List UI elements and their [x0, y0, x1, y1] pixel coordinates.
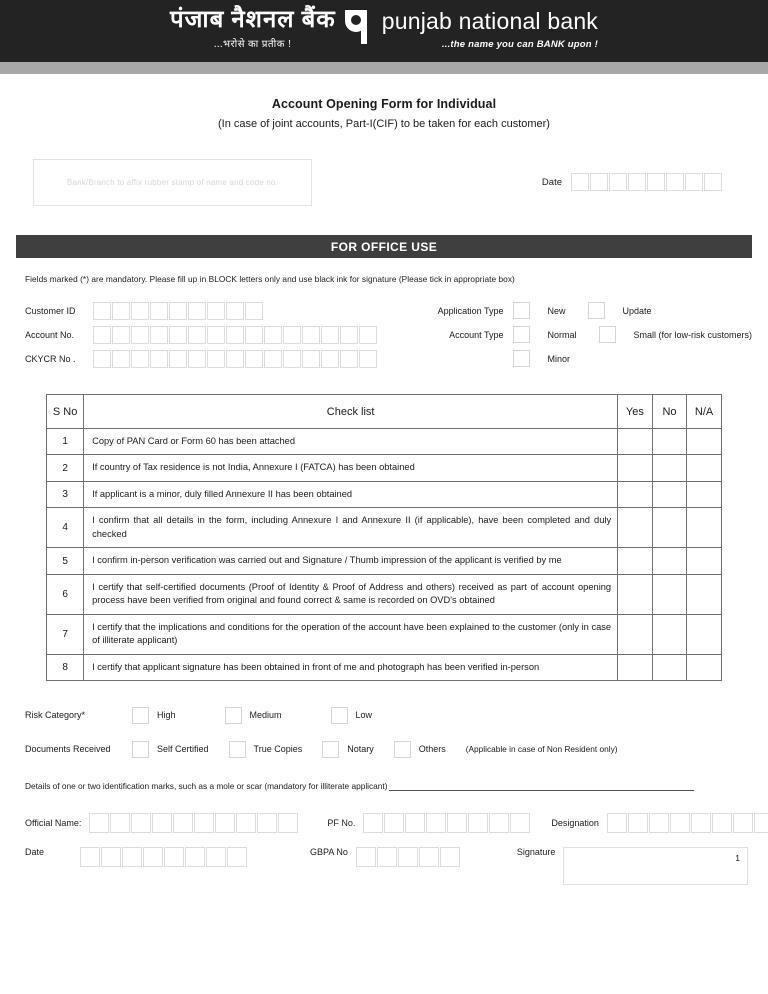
- entry-box[interactable]: [93, 350, 111, 368]
- risk-category-row: [25, 705, 752, 725]
- checklist-row-text: Copy of PAN Card or Form 60 has been attached: [84, 429, 618, 455]
- documents-received-note: (Applicable in case of Non Resident only): [465, 744, 618, 755]
- checklist-row-sno: 4: [47, 508, 84, 548]
- risk-category-medium-checkbox[interactable]: [225, 707, 242, 724]
- official-name-label: Official Name:: [25, 818, 82, 829]
- checklist-row-yes-cell[interactable]: [618, 614, 653, 654]
- checklist-body: [47, 429, 722, 681]
- table-row: [47, 654, 722, 680]
- documents-others-label: Others: [418, 744, 446, 755]
- entry-box[interactable]: [590, 173, 608, 191]
- account-type-small-checkbox[interactable]: [599, 326, 616, 343]
- official-date-signature-row: [25, 847, 752, 885]
- table-row: [47, 455, 722, 481]
- account-type-label: Account Type: [449, 329, 504, 340]
- entry-box[interactable]: [264, 326, 282, 344]
- risk-category-high-label: High: [157, 710, 176, 721]
- entry-box[interactable]: [649, 813, 669, 833]
- identification-marks-label: Details of one or two identification marks, such as a mole or scar (mandatory for illiterate applicant): [25, 781, 388, 792]
- table-row: [47, 548, 722, 574]
- entry-box[interactable]: [245, 302, 263, 320]
- account-type-normal-label: Normal: [547, 329, 577, 340]
- entry-box[interactable]: [440, 847, 460, 867]
- official-date-input[interactable]: [80, 847, 248, 867]
- entry-box[interactable]: [226, 350, 244, 368]
- entry-box[interactable]: [188, 302, 206, 320]
- entry-box[interactable]: [384, 813, 404, 833]
- type-options: [421, 300, 752, 372]
- entry-box[interactable]: [426, 813, 446, 833]
- entry-box[interactable]: [245, 326, 263, 344]
- official-details-row: [25, 813, 752, 833]
- official-date-label: Date: [25, 847, 45, 858]
- entry-box[interactable]: [489, 813, 509, 833]
- gbpa-no-label: GBPA No: [310, 847, 348, 858]
- checklist-col-item: Check list: [84, 395, 618, 429]
- checklist-col-no: No: [652, 395, 687, 429]
- checklist-row-no-cell[interactable]: [652, 614, 687, 654]
- table-row: [47, 508, 722, 548]
- documents-notary-choice[interactable]: [322, 741, 374, 758]
- checklist-row-sno: 8: [47, 654, 84, 680]
- page-number: 1: [735, 853, 740, 864]
- entry-box[interactable]: [321, 350, 339, 368]
- official-name-input[interactable]: [89, 813, 299, 833]
- account-no-row: [16, 324, 405, 345]
- designation-input[interactable]: [607, 813, 768, 833]
- application-type-new-checkbox[interactable]: [513, 302, 530, 319]
- risk-category-low-checkbox[interactable]: [331, 707, 348, 724]
- entry-box[interactable]: [215, 813, 235, 833]
- entry-box[interactable]: [666, 173, 684, 191]
- checklist-table: [46, 394, 722, 681]
- entry-box[interactable]: [359, 326, 377, 344]
- entry-box[interactable]: [363, 813, 383, 833]
- ckycr-no-input[interactable]: [93, 350, 378, 368]
- entry-box[interactable]: [112, 350, 130, 368]
- checklist-row-yes-cell[interactable]: [618, 508, 653, 548]
- application-type-update-choice[interactable]: [588, 302, 651, 319]
- entry-box[interactable]: [712, 813, 732, 833]
- rubber-stamp-area[interactable]: [33, 159, 312, 206]
- banner-separator-strip: [0, 62, 768, 74]
- entry-box[interactable]: [302, 350, 320, 368]
- entry-box[interactable]: [93, 326, 111, 344]
- checklist-row-text: If applicant is a minor, duly filled Annexure II has been obtained: [84, 481, 618, 507]
- account-no-label: Account No.: [25, 329, 75, 340]
- checklist-row-na-cell[interactable]: [687, 548, 722, 574]
- risk-category-low-choice[interactable]: [331, 707, 373, 724]
- risk-category-high-choice[interactable]: [132, 707, 176, 724]
- entry-box[interactable]: [245, 350, 263, 368]
- signature-input[interactable]: [563, 847, 748, 885]
- entry-box[interactable]: [510, 813, 530, 833]
- documents-true-copies-checkbox[interactable]: [229, 741, 246, 758]
- checklist-row-no-cell[interactable]: [652, 574, 687, 614]
- checklist-row-yes-cell[interactable]: [618, 574, 653, 614]
- checklist-row-na-cell[interactable]: [687, 429, 722, 455]
- entry-box[interactable]: [685, 173, 703, 191]
- designation-label: Designation: [551, 818, 599, 829]
- risk-category-low-label: Low: [355, 710, 373, 721]
- entry-box[interactable]: [207, 350, 225, 368]
- rubber-stamp-placeholder: Bank/Branch to affix rubber stamp of name and code no.: [66, 177, 279, 187]
- documents-self-certified-label: Self Certified: [157, 744, 209, 755]
- mandatory-fields-note: Fields marked (*) are mandatory. Please fill up in BLOCK letters only and use black ink for signature (Please tick in appropriate box): [25, 274, 515, 284]
- checklist-row-sno: 3: [47, 481, 84, 507]
- application-type-new-choice[interactable]: [513, 302, 565, 319]
- entry-box[interactable]: [80, 847, 100, 867]
- checklist-row-sno: 1: [47, 429, 84, 455]
- account-type-minor-checkbox[interactable]: [513, 350, 530, 367]
- checklist-col-na: N/A: [687, 395, 722, 429]
- for-office-use-label: FOR OFFICE USE: [330, 239, 438, 254]
- brand-english-name: punjab national bank: [381, 8, 599, 34]
- entry-box[interactable]: [185, 847, 205, 867]
- entry-box[interactable]: [264, 350, 282, 368]
- brand-english-tagline: ...the name you can BANK upon !: [441, 39, 599, 50]
- entry-box[interactable]: [278, 813, 298, 833]
- documents-true-copies-label: True Copies: [253, 744, 303, 755]
- entry-box[interactable]: [257, 813, 277, 833]
- application-type-new-label: New: [547, 305, 566, 316]
- entry-box[interactable]: [283, 326, 301, 344]
- entry-box[interactable]: [169, 302, 187, 320]
- checklist-row-na-cell[interactable]: [687, 508, 722, 548]
- entry-box[interactable]: [628, 173, 646, 191]
- entry-box[interactable]: [283, 350, 301, 368]
- entry-box[interactable]: [405, 813, 425, 833]
- checklist-row-yes-cell[interactable]: [618, 654, 653, 680]
- pf-no-input[interactable]: [363, 813, 531, 833]
- entry-box[interactable]: [356, 847, 376, 867]
- checklist-col-sno: S No: [47, 395, 84, 429]
- top-date-field: [542, 173, 752, 191]
- checklist-row-sno: 6: [47, 574, 84, 614]
- checklist-row-yes-cell[interactable]: [618, 455, 653, 481]
- checklist-row-yes-cell[interactable]: [618, 429, 653, 455]
- account-no-input[interactable]: [93, 326, 378, 344]
- customer-id-input[interactable]: [93, 302, 264, 320]
- customer-id-row: [16, 300, 405, 321]
- entry-box[interactable]: [169, 350, 187, 368]
- table-row: [47, 574, 722, 614]
- entry-box[interactable]: [340, 326, 358, 344]
- risk-category-medium-choice[interactable]: [225, 707, 282, 724]
- documents-true-copies-choice[interactable]: [229, 741, 303, 758]
- brand-hindi-tagline: ...भरोसे का प्रतीक !: [213, 39, 292, 51]
- gbpa-no-input[interactable]: [356, 847, 461, 867]
- identifiers-and-options-block: [16, 300, 752, 372]
- documents-received-label: Documents Received: [25, 744, 111, 755]
- entry-box[interactable]: [670, 813, 690, 833]
- entry-box[interactable]: [207, 302, 225, 320]
- checklist-row-text: I certify that the implications and conditions for the operation of the account have been explained to the customer (only in case of illiterate applicant): [84, 614, 618, 654]
- checklist-row-no-cell[interactable]: [652, 455, 687, 481]
- entry-box[interactable]: [647, 173, 665, 191]
- documents-received-row: [25, 739, 752, 759]
- table-row: [47, 614, 722, 654]
- entry-box[interactable]: [628, 813, 648, 833]
- documents-notary-label: Notary: [347, 744, 374, 755]
- page-title: Account Opening Form for Individual: [271, 97, 497, 111]
- checklist-row-na-cell[interactable]: [687, 574, 722, 614]
- entry-box[interactable]: [359, 350, 377, 368]
- entry-box[interactable]: [704, 173, 722, 191]
- checklist-row-na-cell[interactable]: [687, 614, 722, 654]
- checklist-col-yes: Yes: [618, 395, 653, 429]
- entry-box[interactable]: [131, 326, 149, 344]
- entry-box[interactable]: [754, 813, 768, 833]
- signature-label: Signature: [516, 847, 556, 858]
- entry-box[interactable]: [419, 847, 439, 867]
- checklist-row-no-cell[interactable]: [652, 429, 687, 455]
- entry-box[interactable]: [164, 847, 184, 867]
- account-type-minor-choice[interactable]: [513, 350, 570, 367]
- form-sheet: [0, 97, 768, 885]
- checklist-row-na-cell[interactable]: [687, 455, 722, 481]
- entry-box[interactable]: [89, 813, 109, 833]
- entry-box[interactable]: [131, 302, 149, 320]
- pf-no-label: PF No.: [327, 818, 356, 829]
- documents-others-choice[interactable]: [394, 741, 446, 758]
- entry-box[interactable]: [226, 326, 244, 344]
- entry-box[interactable]: [150, 302, 168, 320]
- entry-box[interactable]: [321, 326, 339, 344]
- entry-box[interactable]: [207, 326, 225, 344]
- entry-box[interactable]: [122, 847, 142, 867]
- entry-box[interactable]: [131, 813, 151, 833]
- account-type-small-label: Small (for low-risk customers): [633, 329, 752, 340]
- entry-box[interactable]: [236, 813, 256, 833]
- page-subtitle: (In case of joint accounts, Part-I(CIF) to be taken for each customer): [218, 118, 550, 130]
- entry-box[interactable]: [93, 302, 111, 320]
- entry-box[interactable]: [227, 847, 247, 867]
- checklist-row-na-cell[interactable]: [687, 481, 722, 507]
- pnb-logo-icon: [345, 10, 375, 44]
- risk-category-label: Risk Category*: [25, 710, 86, 721]
- application-type-update-checkbox[interactable]: [588, 302, 605, 319]
- checklist-row-text: I confirm in-person verification was carried out and Signature / Thumb impression of the applicant is verified by me: [84, 548, 618, 574]
- entry-box[interactable]: [571, 173, 589, 191]
- identification-marks-row: [25, 781, 752, 791]
- entry-box[interactable]: [152, 813, 172, 833]
- checklist-row-yes-cell[interactable]: [618, 481, 653, 507]
- documents-self-certified-choice[interactable]: [132, 741, 209, 758]
- brand-banner: [0, 0, 768, 62]
- entry-box[interactable]: [169, 326, 187, 344]
- entry-box[interactable]: [188, 350, 206, 368]
- documents-others-checkbox[interactable]: [394, 741, 411, 758]
- checklist-row-text: I certify that self-certified documents (Proof of Identity & Proof of Address and others) received as part of account opening process have been verified from original and found correct & same is recorded on OVD's obtained: [84, 574, 618, 614]
- entry-box[interactable]: [131, 350, 149, 368]
- stamp-and-date-row: [16, 157, 752, 207]
- checklist-row-no-cell[interactable]: [652, 654, 687, 680]
- entry-box[interactable]: [188, 326, 206, 344]
- checklist-row-sno: 7: [47, 614, 84, 654]
- entry-box[interactable]: [468, 813, 488, 833]
- ckycr-no-label: CKYCR No .: [25, 353, 76, 364]
- entry-box[interactable]: [609, 173, 627, 191]
- entry-box[interactable]: [447, 813, 467, 833]
- checklist-row-text: I certify that applicant signature has been obtained in front of me and photograph has been verified in-person: [84, 654, 618, 680]
- entry-box[interactable]: [173, 813, 193, 833]
- entry-box[interactable]: [112, 326, 130, 344]
- entry-box[interactable]: [377, 847, 397, 867]
- entry-box[interactable]: [733, 813, 753, 833]
- top-date-boxes[interactable]: [571, 173, 723, 191]
- entry-box[interactable]: [112, 302, 130, 320]
- entry-box[interactable]: [150, 350, 168, 368]
- identification-marks-input[interactable]: [389, 781, 694, 791]
- ckycr-no-row: [16, 348, 405, 369]
- account-type-small-choice[interactable]: [599, 326, 752, 343]
- account-type-normal-choice[interactable]: [513, 326, 576, 343]
- entry-box[interactable]: [150, 326, 168, 344]
- checklist-row-no-cell[interactable]: [652, 481, 687, 507]
- customer-id-label: Customer ID: [25, 305, 76, 316]
- entry-box[interactable]: [226, 302, 244, 320]
- entry-box[interactable]: [110, 813, 130, 833]
- entry-box[interactable]: [101, 847, 121, 867]
- entry-box[interactable]: [206, 847, 226, 867]
- documents-self-certified-checkbox[interactable]: [132, 741, 149, 758]
- checklist-row-no-cell[interactable]: [652, 508, 687, 548]
- application-type-row: [421, 300, 752, 321]
- entry-box[interactable]: [398, 847, 418, 867]
- checklist-row-sno: 2: [47, 455, 84, 481]
- account-type-minor-label: Minor: [547, 353, 570, 364]
- entry-box[interactable]: [143, 847, 163, 867]
- brand-english-block: [382, 8, 598, 50]
- top-date-label: Date: [541, 176, 562, 188]
- account-type-minor-row: [421, 348, 752, 369]
- documents-notary-checkbox[interactable]: [322, 741, 339, 758]
- risk-category-medium-label: Medium: [249, 710, 282, 721]
- checklist-header-row: [47, 395, 722, 429]
- for-office-use-bar: [16, 235, 752, 258]
- brand-hindi-name: पंजाब नैशनल बैंक: [169, 7, 336, 33]
- checklist-row-text: If country of Tax residence is not India, Annexure I (FATCA) has been obtained: [84, 455, 618, 481]
- application-type-label: Application Type: [437, 305, 504, 316]
- risk-category-high-checkbox[interactable]: [132, 707, 149, 724]
- entry-box[interactable]: [302, 326, 320, 344]
- checklist-row-sno: 5: [47, 548, 84, 574]
- checklist-row-na-cell[interactable]: [687, 654, 722, 680]
- table-row: [47, 429, 722, 455]
- checklist-row-yes-cell[interactable]: [618, 548, 653, 574]
- entry-box[interactable]: [194, 813, 214, 833]
- table-row: [47, 481, 722, 507]
- entry-box[interactable]: [607, 813, 627, 833]
- brand-hindi-block: [170, 8, 336, 50]
- account-type-row: [421, 324, 752, 345]
- checklist-row-no-cell[interactable]: [652, 548, 687, 574]
- application-type-update-label: Update: [622, 305, 652, 316]
- account-type-normal-checkbox[interactable]: [513, 326, 530, 343]
- entry-box[interactable]: [340, 350, 358, 368]
- entry-box[interactable]: [691, 813, 711, 833]
- checklist-row-text: I confirm that all details in the form, including Annexure I and Annexure II (if applicable), have been completed and duly checked: [84, 508, 618, 548]
- identifier-fields: [16, 300, 405, 372]
